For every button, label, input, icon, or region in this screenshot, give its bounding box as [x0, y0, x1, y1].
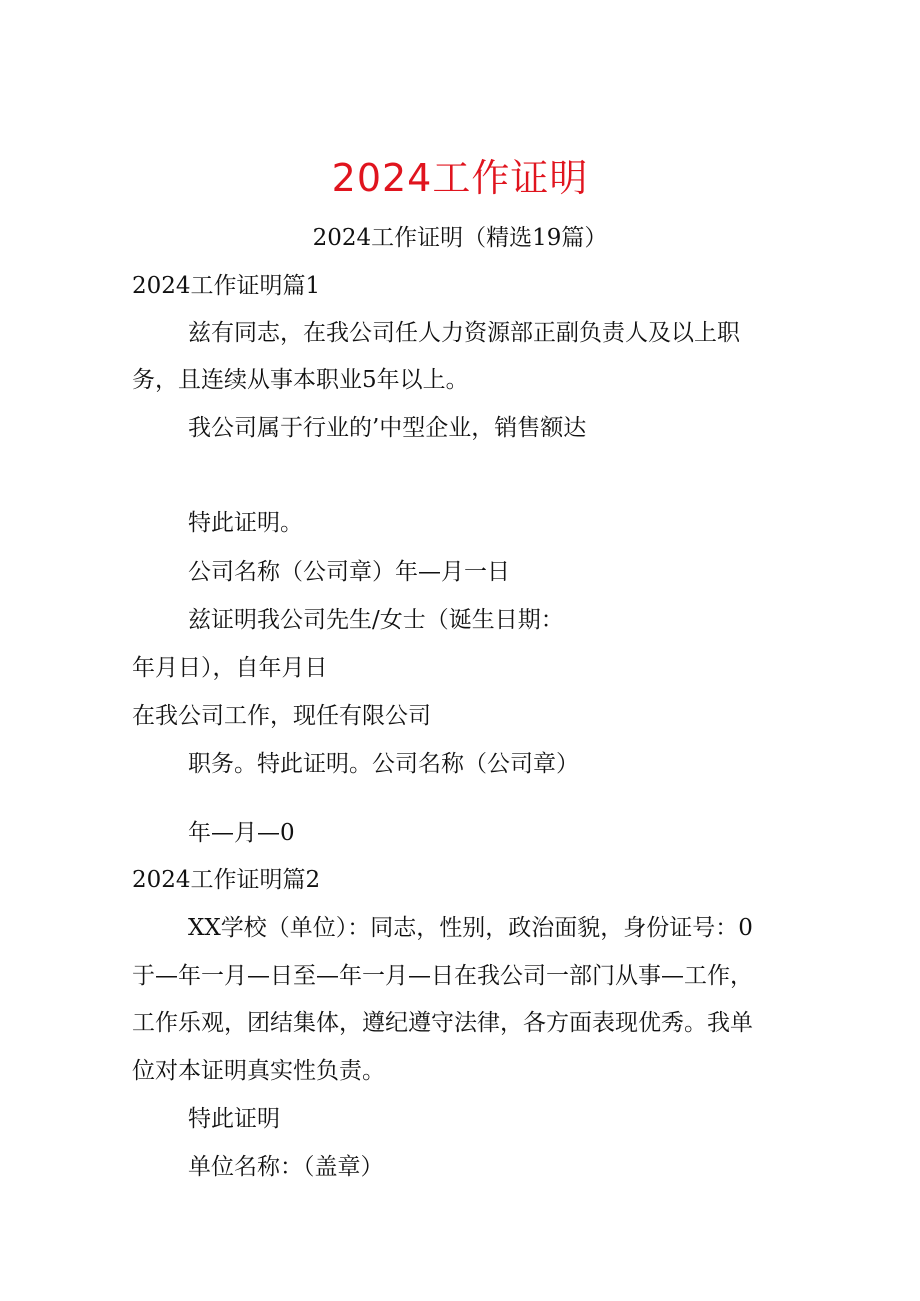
paragraph-line: 兹证明我公司先生/女士（诞生日期：	[188, 607, 564, 633]
paragraph-line: 年月日），自年月日	[132, 655, 328, 681]
paragraph-line: 年—月—0	[188, 820, 295, 846]
paragraph-line: 单位名称：（盖章）	[188, 1154, 384, 1180]
document-title: 2024工作证明	[331, 156, 589, 200]
paragraph-line: 我公司属于行业的’中型企业，销售额达	[188, 415, 587, 441]
paragraph-line: 务，且连续从事本职业5年以上。	[132, 367, 469, 393]
paragraph-line: XX学校（单位）：同志，性别，政治面貌，身份证号：0	[188, 915, 753, 941]
paragraph-line: 公司名称（公司章）年—月一日	[188, 559, 510, 585]
paragraph-line: 工作乐观，团结集体，遵纪遵守法律，各方面表现优秀。我单	[132, 1010, 753, 1036]
paragraph-line: 特此证明。	[188, 510, 303, 536]
section-heading-1: 2024工作证明篇1	[132, 273, 321, 299]
paragraph-line: 兹有同志，在我公司任人力资源部正副负责人及以上职	[188, 320, 740, 346]
paragraph-line: 职务。特此证明。公司名称（公司章）	[188, 751, 579, 777]
paragraph-line: 于—年一月—日至—年一月—日在我公司一部门从事—工作，	[132, 963, 753, 989]
paragraph-line: 特此证明	[188, 1106, 280, 1132]
paragraph-line: 位对本证明真实性负责。	[132, 1058, 385, 1084]
paragraph-line: 在我公司工作，现任有限公司	[132, 703, 431, 729]
document-subtitle: 2024工作证明（精选19篇）	[312, 225, 608, 251]
section-heading-2: 2024工作证明篇2	[132, 867, 321, 893]
